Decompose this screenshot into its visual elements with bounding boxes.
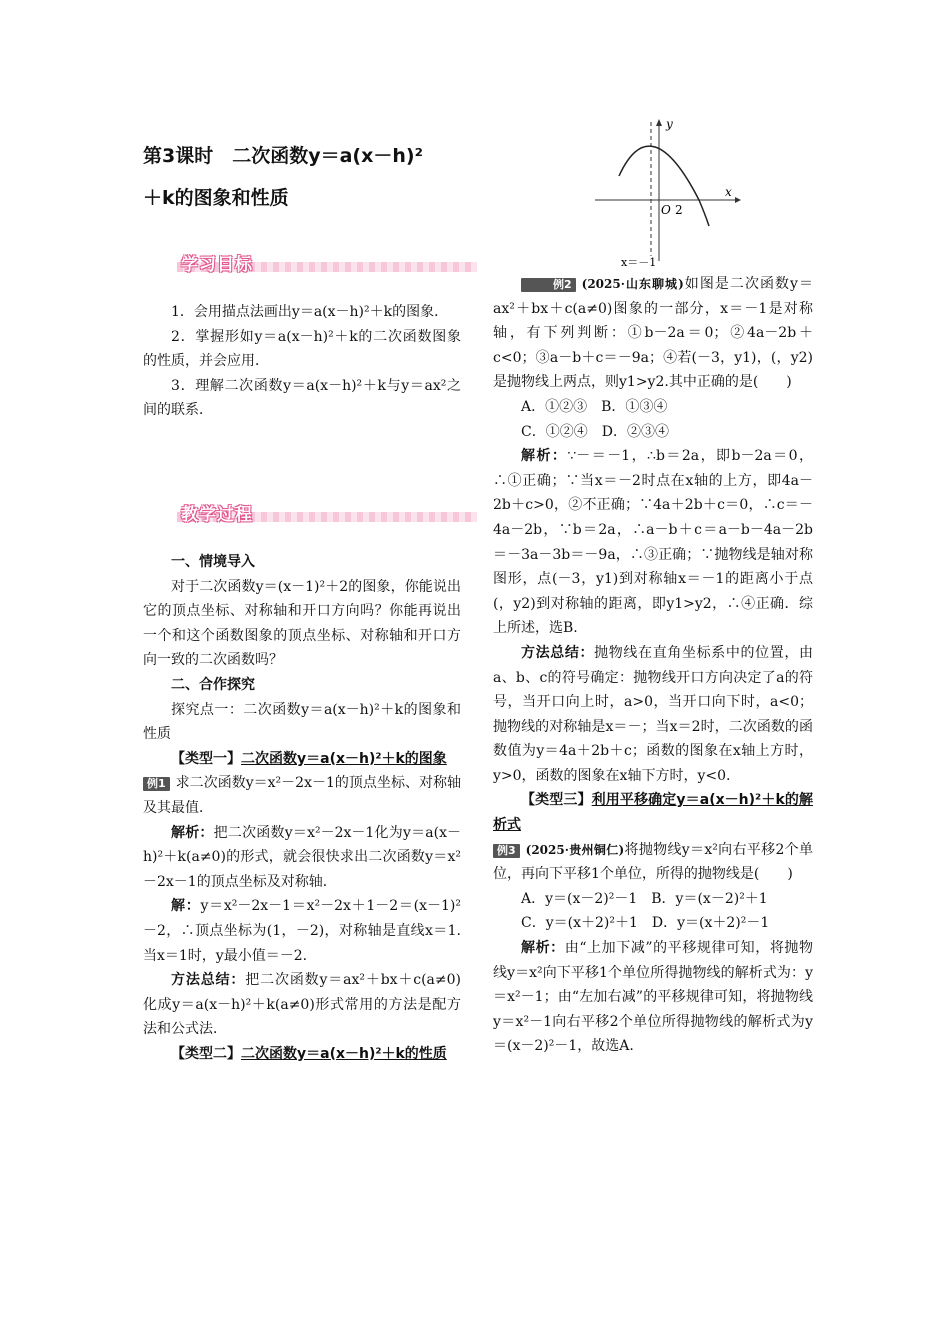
- goals-banner-text: 学习目标: [181, 255, 253, 275]
- option-b: B．①③④: [601, 398, 668, 415]
- tick-2-label: 2: [675, 203, 683, 217]
- type2-tag: 【类型二】: [171, 1045, 241, 1062]
- point1-text: 探究点一：二次函数y＝a(x－h)²＋k的图象和性质: [143, 701, 461, 743]
- ex2-question: [493, 272, 813, 395]
- ex2-options-row2: [493, 420, 813, 445]
- type1-heading: [143, 747, 461, 772]
- ex1-text: 求二次函数y＝x²－2x－1的顶点坐标、对称轴及其最值．: [143, 775, 461, 816]
- section-intro: [143, 550, 461, 1066]
- symmetry-axis-label: x＝－1: [621, 256, 657, 268]
- type3-title: 利用平移确定y＝a(x－h)²＋k的解析式: [493, 792, 814, 834]
- lesson-title-line1: 第3课时 二次函数y＝a(x－h)²: [143, 145, 423, 167]
- option-b: B．y＝(x－2)²＋1: [651, 890, 768, 907]
- goal-item: 2．掌握形如y＝a(x－h)²＋k的二次函数图象的性质，并会应用．: [143, 328, 461, 370]
- origin-label: O: [661, 203, 671, 217]
- goal-item: 3．理解二次函数y＝a(x－h)²＋k与y＝ax²之间的联系．: [143, 377, 461, 419]
- example-badge: 例2: [521, 278, 576, 292]
- ex2-method-text: 抛物线在直角坐标系中的位置，由a、b、c的符号确定：抛物线开口方向决定了a的符号，当开口向上时，a>0，当开口向下时，a<0；抛物线的对称轴是x＝－；当x＝2时，二次函数的函数值为y＝4a＋2b＋c；函数的图象在x轴上方时，y>0，函数的图象在x轴下方时，y<0.: [493, 644, 814, 784]
- ex2-analysis: [493, 444, 813, 641]
- type1-title: 二次函数y＝a(x－h)²＋k的图象: [241, 750, 447, 767]
- ex2-source: (2025·山东聊城): [581, 277, 684, 291]
- option-d: D．y＝(x＋2)²－1: [651, 915, 770, 932]
- method-label: 方法总结：: [521, 644, 595, 661]
- ex3-source: (2025·贵州铜仁): [525, 842, 625, 857]
- ex3-question: [493, 838, 813, 887]
- example-badge: 例3: [493, 844, 520, 858]
- ex1-solution-text: y＝x²－2x－1＝x²－2x＋1－2＝(x－1)²－2，∴顶点坐标为(1，－2)，对称轴是直线x＝1.当x＝1时，y最小值＝－2.: [143, 898, 461, 964]
- goals-list: [143, 300, 461, 423]
- lesson-title-line2: ＋k的图象和性质: [143, 187, 289, 209]
- type3-tag: 【类型三】: [521, 792, 592, 809]
- section1-heading: 一、情境导入: [171, 554, 255, 570]
- ex3-analysis: [493, 936, 813, 1059]
- example-badge: 例1: [143, 777, 170, 791]
- x-arrow-icon: [735, 197, 741, 203]
- ex2-analysis-text: ∵－＝－1，∴b＝2a，即b－2a＝0，∴①正确；∵当x＝－2时点在x轴的上方，即4a－2b＋c>0，②不正确；∵4a＋2b＋c＝0，∴c＝－4a－2b，∵b＝2a，∴a－b＋c＝a－b－4a－2b＝－3a－3b＝－9a，∴③正确；∵抛物线是轴对称图形，点(－3，y1)到对称轴x＝－1的距离小于点(，y2)到对称轴的距离，即y1>y2，∴④正确．综上所述，选B.: [493, 448, 814, 637]
- section1-text: 对于二次函数y＝(x－1)²＋2的图象，你能说出它的顶点坐标、对称轴和开口方向吗？你能再说出一个和这个函数图象的顶点坐标、对称轴和开口方向一致的二次函数吗？: [143, 578, 461, 669]
- type2-heading: [143, 1042, 461, 1067]
- ex3-options-row1: [493, 887, 813, 912]
- ex1-analysis: [143, 821, 461, 895]
- ex2-text: 如图是二次函数y＝ax²＋bx＋c(a≠0)图象的一部分，x＝－1是对称轴，有下列判断：①b－2a＝0；②4a－2b＋c<0；③a－b＋c＝－9a；④若(－3，y1)，(，y2)是抛物线上两点，则y1>y2.其中正确的是( ): [493, 276, 813, 391]
- ex1-question: [143, 771, 461, 820]
- goals-banner: [177, 252, 477, 274]
- y-label: y: [666, 117, 673, 131]
- analysis-label: 解析：: [521, 940, 565, 957]
- process-banner-text: 教学过程: [181, 505, 253, 525]
- ex3-analysis-text: 由“上加下减”的平移规律可知，将抛物线y＝x²向下平移1个单位所得抛物线的解析式为：y＝x²－1；由“左加右减”的平移规律可知，将抛物线y＝x²－1向右平移2个单位所得抛物线的解析式为y＝(x－2)²－1，故选A.: [493, 940, 814, 1055]
- ex1-solution: [143, 894, 461, 968]
- goal-item: 1．会用描点法画出y＝a(x－h)²＋k的图象．: [171, 304, 449, 320]
- ex3-text: 将抛物线y＝x²向右平移2个单位，再向下平移1个单位，所得的抛物线是( ): [493, 841, 814, 883]
- type2-title: 二次函数y＝a(x－h)²＋k的性质: [241, 1045, 447, 1062]
- method-label: 方法总结：: [171, 972, 246, 989]
- option-c: C．①②④: [521, 423, 588, 440]
- option-c: C．y＝(x＋2)²＋1: [521, 915, 638, 932]
- type1-tag: 【类型一】: [171, 750, 241, 767]
- y-arrow-icon: [656, 119, 662, 126]
- section2-heading: 二、合作探究: [171, 676, 255, 693]
- parabola-graph: [593, 116, 743, 268]
- process-banner: [177, 502, 477, 524]
- analysis-label: 解析：: [521, 448, 568, 465]
- option-d: D．②③④: [601, 423, 669, 440]
- type3-heading: [493, 788, 813, 837]
- ex1-method-text: 把二次函数y＝ax²＋bx＋c(a≠0)化成y＝a(x－h)²＋k(a≠0)形式常用的方法是配方法和公式法．: [143, 972, 462, 1038]
- x-label: x: [725, 185, 732, 199]
- analysis-label: 解析：: [171, 824, 214, 841]
- ex3-options-row2: [493, 911, 813, 936]
- ex2-method: [493, 641, 813, 789]
- ex1-method: [143, 968, 461, 1042]
- option-a: A．①②③: [521, 398, 588, 415]
- ex2-options-row1: [493, 395, 813, 420]
- solution-label: 解：: [171, 898, 201, 915]
- ex1-analysis-text: 把二次函数y＝x²－2x－1化为y＝a(x－h)²＋k(a≠0)的形式，就会很快求出二次函数y＝x²－2x－1的顶点坐标及对称轴．: [143, 824, 461, 890]
- right-content: [493, 272, 813, 1059]
- option-a: A．y＝(x－2)²－1: [521, 890, 638, 907]
